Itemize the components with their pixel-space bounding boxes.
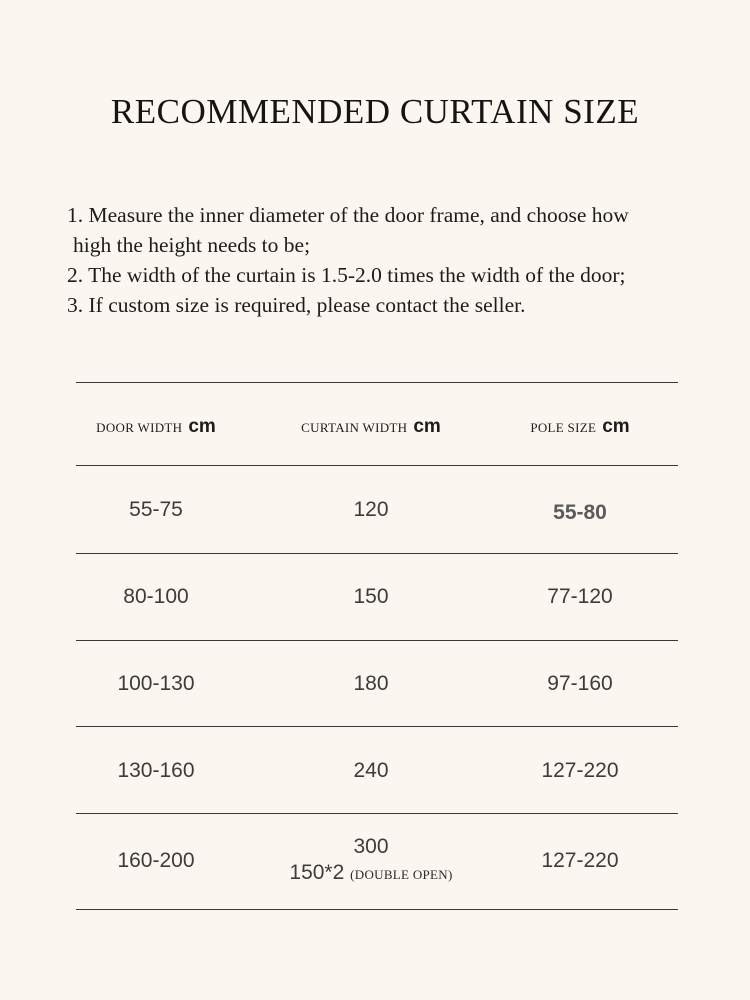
row-2-door-width: 80-100 (123, 585, 189, 608)
header-curtain-width-label: CURTAIN WIDTH (301, 420, 408, 435)
table-bottom-rule (76, 909, 678, 910)
row-4-pole-size: 127-220 (541, 759, 619, 782)
row-5-curtain-width-single: 300 (353, 835, 389, 858)
header-door-width-label: DOOR WIDTH (96, 420, 183, 435)
row-1-curtain-width: 120 (353, 498, 389, 521)
row-1-pole-size: 55-80 (553, 501, 607, 524)
table-header-rule (76, 465, 678, 466)
row-4-curtain-width: 240 (353, 759, 389, 782)
row-5-door-width: 160-200 (117, 849, 195, 872)
header-curtain-width-unit: cm (413, 416, 441, 437)
row-2-curtain-width: 150 (353, 585, 389, 608)
row-5-curtain-width-double (263, 860, 479, 888)
table-row-rule (76, 640, 678, 641)
table-row-rule (76, 813, 678, 814)
header-pole-size-unit: cm (602, 416, 630, 437)
row-1-door-width: 55-75 (129, 498, 183, 521)
header-pole-size-label: POLE SIZE (530, 420, 597, 435)
page-title: RECOMMENDED CURTAIN SIZE (110, 92, 640, 131)
table-top-rule (76, 382, 678, 383)
instruction-line-1-continued: high the height needs to be; (73, 233, 311, 257)
row-3-pole-size: 97-160 (547, 672, 613, 695)
row-5-curtain-width-alt: 150*2 (289, 861, 345, 884)
row-3-door-width: 100-130 (117, 672, 195, 695)
row-2-pole-size: 77-120 (547, 585, 613, 608)
header-curtain-width (263, 412, 479, 442)
row-5-curtain-width-note: (DOUBLE OPEN) (350, 867, 453, 882)
header-pole-size (500, 412, 660, 442)
instruction-line-2: 2. The width of the curtain is 1.5-2.0 times the width of the door; (67, 263, 626, 287)
row-5-curtain-width (263, 834, 479, 888)
instruction-line-3: 3. If custom size is required, please contact the seller. (67, 293, 526, 317)
row-3-curtain-width: 180 (353, 672, 389, 695)
table-row-rule (76, 553, 678, 554)
table-row-rule (76, 726, 678, 727)
header-door-width (76, 412, 236, 442)
row-5-pole-size: 127-220 (541, 849, 619, 872)
instructions (67, 200, 717, 320)
row-4-door-width: 130-160 (117, 759, 195, 782)
header-door-width-unit: cm (188, 416, 216, 437)
instruction-line-1: 1. Measure the inner diameter of the door frame, and choose how (67, 203, 629, 227)
